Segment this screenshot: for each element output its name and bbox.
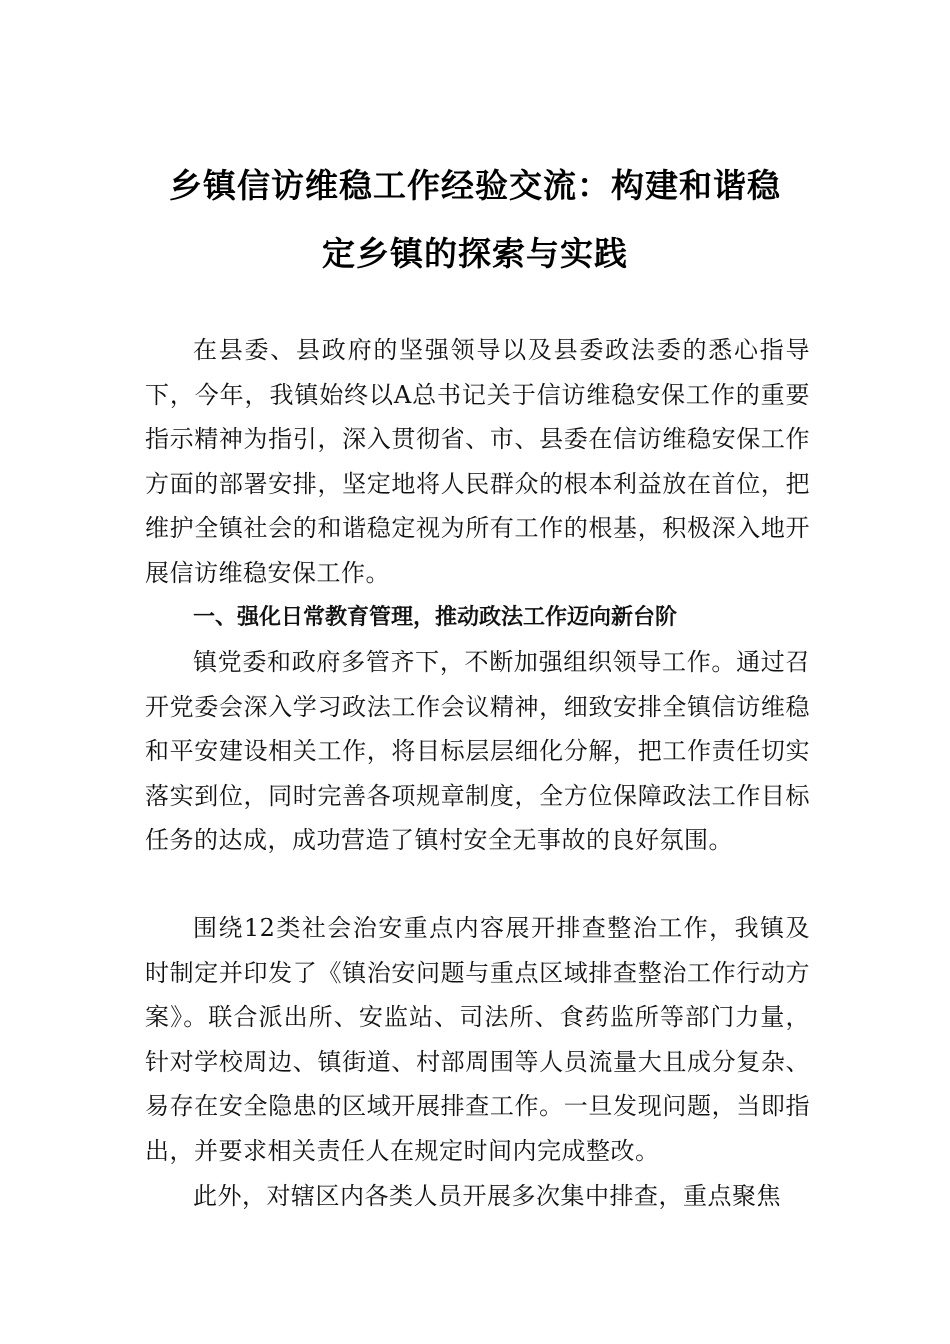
section-1-paragraph-3: 此外，对辖区内各类人员开展多次集中排查，重点聚焦 [193, 1182, 781, 1210]
document-title-line-2: 定乡镇的探索与实践 [322, 234, 628, 273]
section-1-paragraph-1: 镇党委和政府多管齐下，不断加强组织领导工作。通过召开党委会深入学习政法工作会议精神，细致安排全镇信访维稳和平安建设相关工作，将目标层层细化分解，把工作责任切实落实到位，同时完善各项规章制度，全方位保障政法工作目标任务的达成，成功营造了镇村安全无事故的良好氛围。 [145, 648, 810, 854]
section-heading-1: 一、强化日常教育管理，推动政法工作迈向新台阶 [193, 605, 678, 630]
section-1-paragraph-2: 围绕12类社会治安重点内容展开排查整治工作，我镇及时制定并印发了《镇治安问题与重点区域排查整治工作行动方案》。联合派出所、安监站、司法所、食药监所等部门力量，针对学校周边、镇街道、村部周围等人员流量大且成分复杂、易存在安全隐患的区域开展排查工作。一旦发现问题，当即指出，并要求相关责任人在规定时间内完成整改。 [145, 914, 810, 1165]
intro-paragraph: 在县委、县政府的坚强领导以及县委政法委的悉心指导下，今年，我镇始终以A总书记关于信访维稳安保工作的重要指示精神为指引，深入贯彻省、市、县委在信访维稳安保工作方面的部署安排，坚定地将人民群众的根本利益放在首位，把维护全镇社会的和谐稳定视为所有工作的根基，积极深入地开展信访维稳安保工作。 [145, 336, 810, 587]
document-title-line-1: 乡镇信访维稳工作经验交流：构建和谐稳 [169, 166, 781, 205]
